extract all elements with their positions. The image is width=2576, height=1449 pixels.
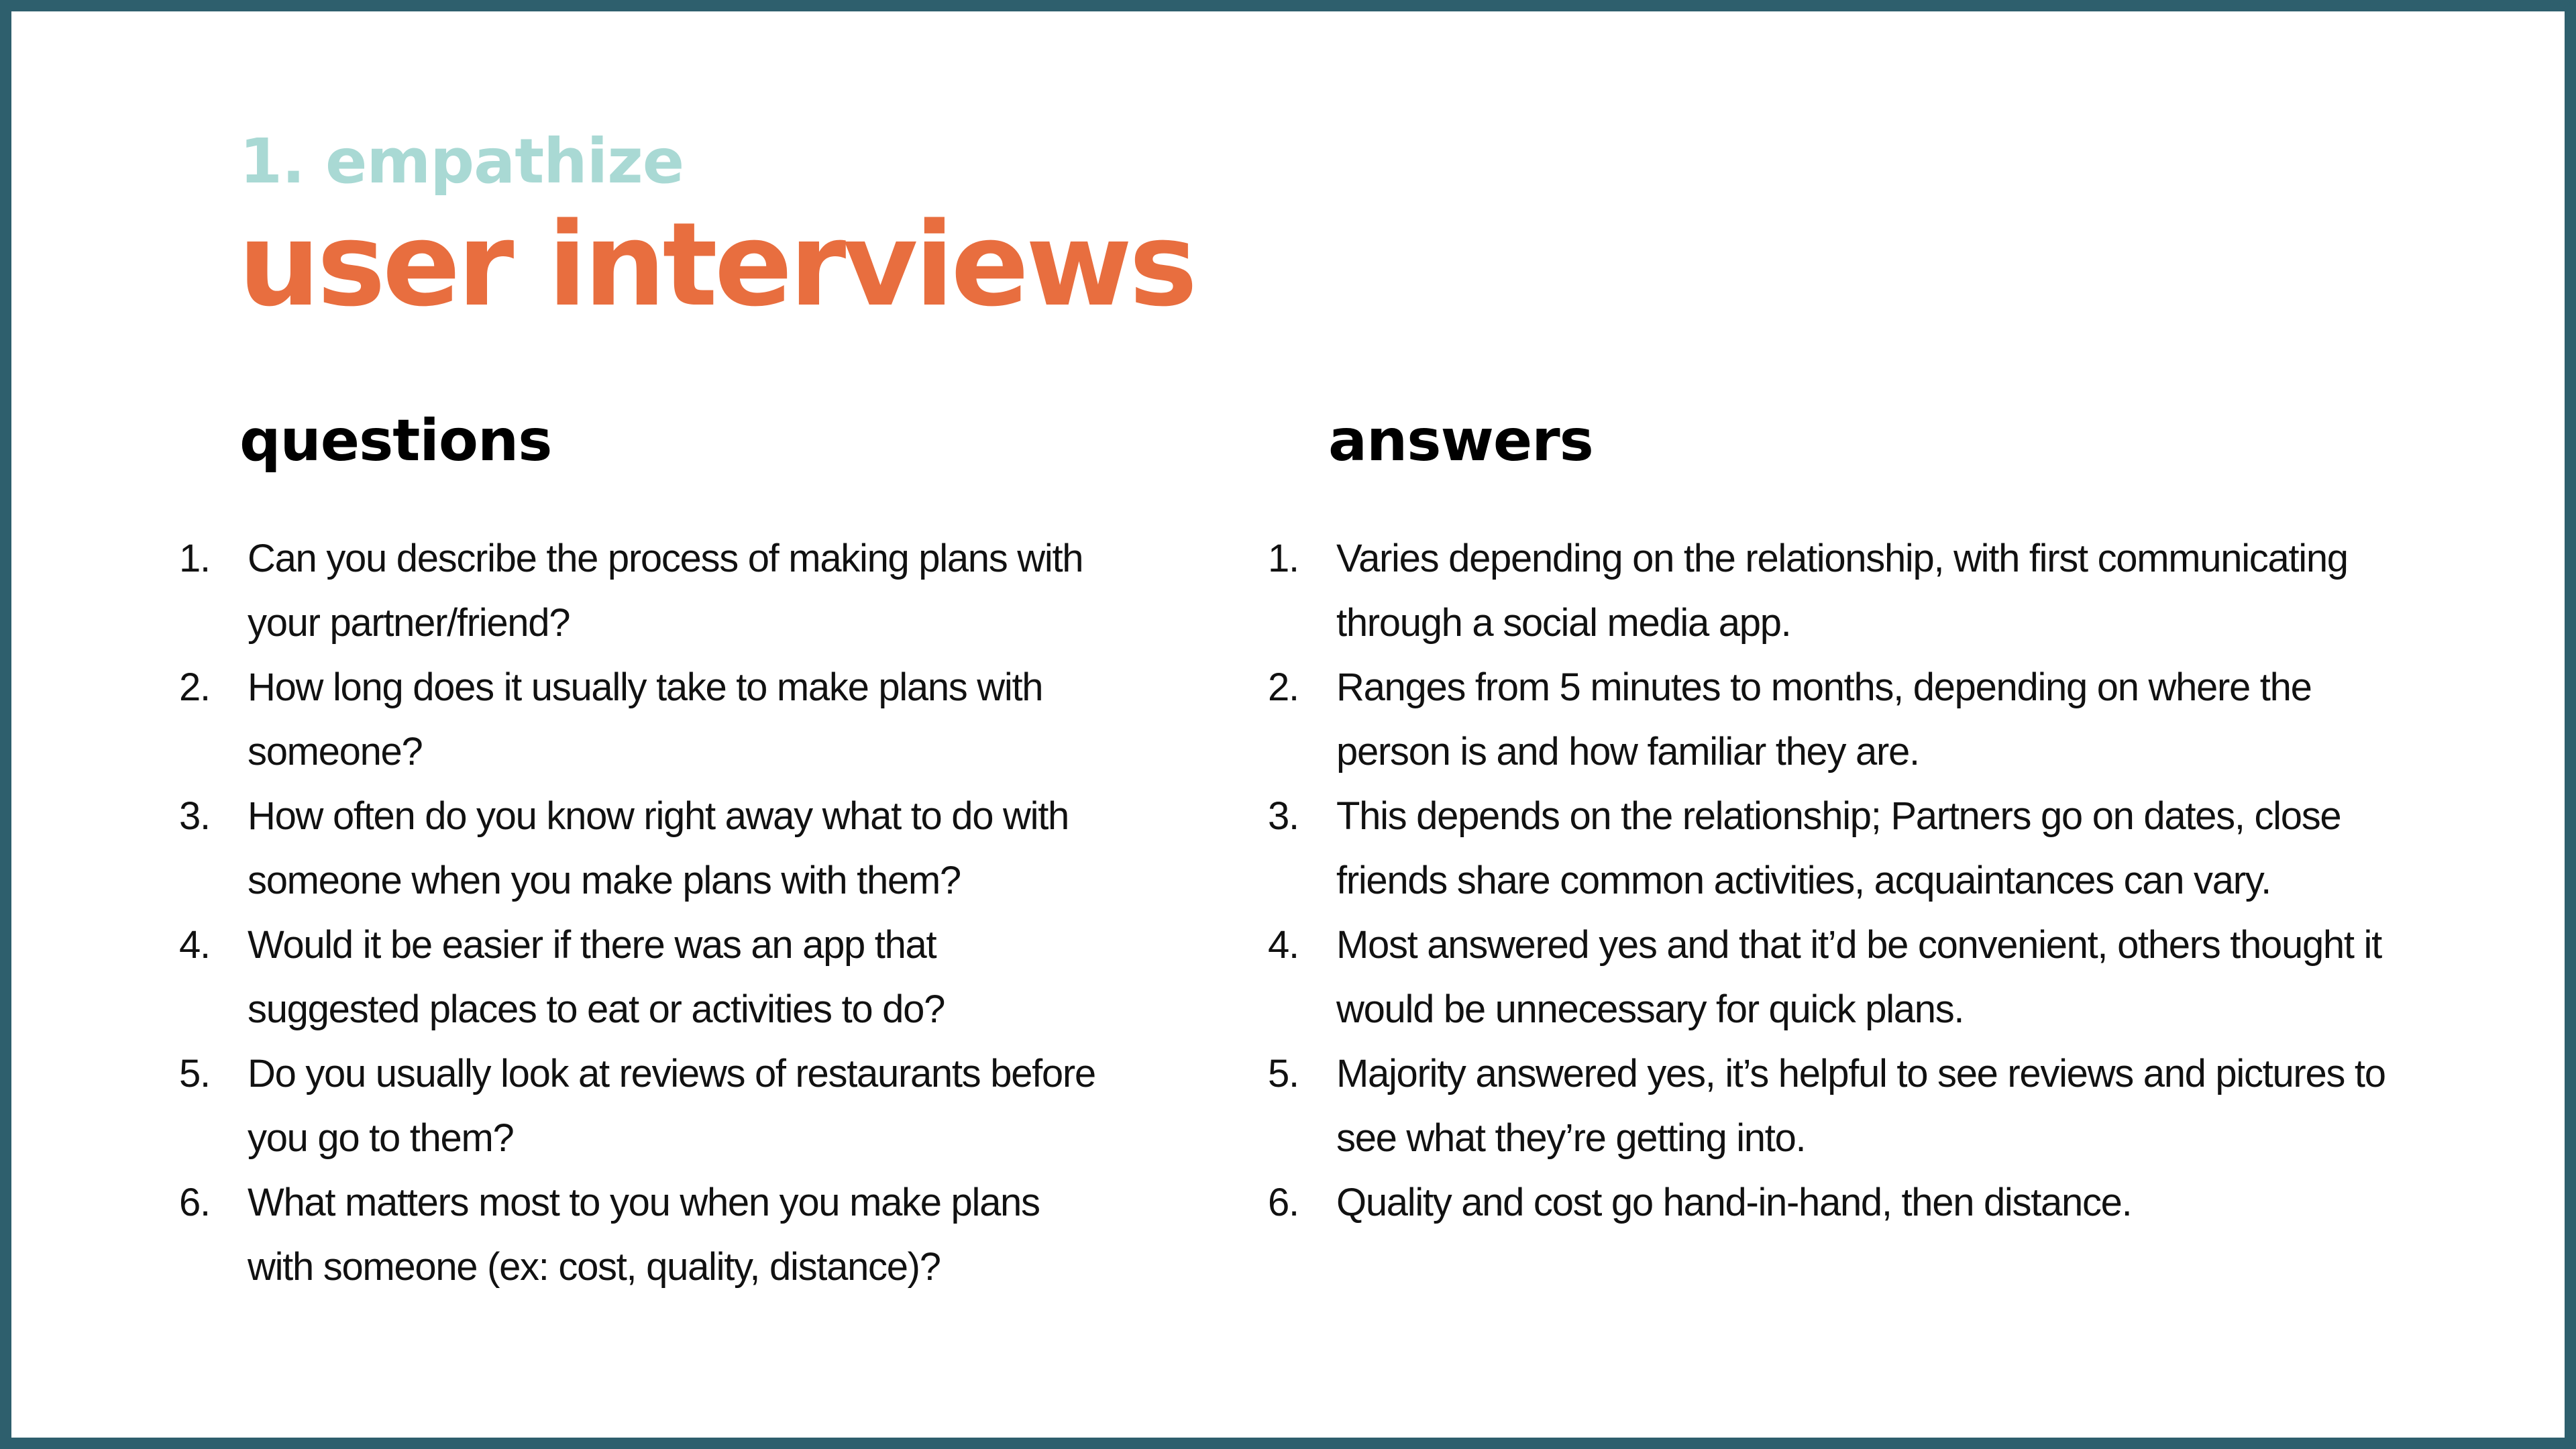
question-number: 5. [179, 1052, 210, 1095]
question-number: 6. [179, 1181, 210, 1224]
answer-text-line: Varies depending on the relationship, with first communicating [1336, 537, 2348, 580]
question-item [179, 655, 1152, 784]
question-item [179, 1042, 1152, 1171]
question-item [179, 527, 1152, 655]
question-number: 3. [179, 794, 210, 838]
answer-number: 5. [1268, 1052, 1299, 1095]
answer-number: 1. [1268, 537, 1299, 580]
question-text-line: Would it be easier if there was an app that [248, 923, 936, 967]
question-item [179, 913, 1152, 1042]
answers-heading: answers [1328, 407, 1593, 474]
question-text-line: someone? [248, 730, 423, 773]
questions-list [179, 527, 1152, 1299]
question-number: 1. [179, 537, 210, 580]
question-text-line: with someone (ex: cost, quality, distance)? [248, 1245, 941, 1289]
answer-number: 6. [1268, 1181, 1299, 1224]
answer-text-line: Majority answered yes, it’s helpful to see reviews and pictures to [1336, 1052, 2385, 1095]
question-text-line: your partner/friend? [248, 601, 570, 645]
answer-text-line: friends share common activities, acquaintances can vary. [1336, 859, 2271, 902]
question-text-line: you go to them? [248, 1116, 514, 1160]
question-item [179, 1171, 1152, 1299]
question-text-line: someone when you make plans with them? [248, 859, 961, 902]
answer-number: 4. [1268, 923, 1299, 967]
answer-number: 3. [1268, 794, 1299, 838]
answer-text-line: Quality and cost go hand-in-hand, then distance. [1336, 1181, 2132, 1224]
answer-item [1268, 1042, 2475, 1171]
answer-text-line: Most answered yes and that it’d be convenient, others thought it [1336, 923, 2381, 967]
question-text-line: Do you usually look at reviews of restaurants before [248, 1052, 1095, 1095]
question-text-line: suggested places to eat or activities to do? [248, 987, 945, 1031]
question-text-line: How long does it usually take to make plans with [248, 665, 1043, 709]
answer-text-line: person is and how familiar they are. [1336, 730, 1919, 773]
answer-text-line: Ranges from 5 minutes to months, depending on where the [1336, 665, 2312, 709]
question-number: 2. [179, 665, 210, 709]
answer-item [1268, 1171, 2475, 1235]
answer-number: 2. [1268, 665, 1299, 709]
page-title: user interviews [238, 197, 1195, 332]
answers-list [1268, 527, 2475, 1235]
answer-item [1268, 527, 2475, 655]
answer-text-line: see what they’re getting into. [1336, 1116, 1806, 1160]
question-item [179, 784, 1152, 913]
questions-heading: questions [239, 407, 552, 474]
question-number: 4. [179, 923, 210, 967]
question-text-line: Can you describe the process of making plans with [248, 537, 1083, 580]
answer-text-line: would be unnecessary for quick plans. [1336, 987, 1964, 1031]
answer-text-line: This depends on the relationship; Partners go on dates, close [1336, 794, 2341, 838]
question-text-line: What matters most to you when you make plans [248, 1181, 1040, 1224]
answer-item [1268, 784, 2475, 913]
question-text-line: How often do you know right away what to do with [248, 794, 1069, 838]
answer-item [1268, 655, 2475, 784]
section-eyebrow: 1. empathize [239, 125, 684, 197]
answer-item [1268, 913, 2475, 1042]
answer-text-line: through a social media app. [1336, 601, 1791, 645]
